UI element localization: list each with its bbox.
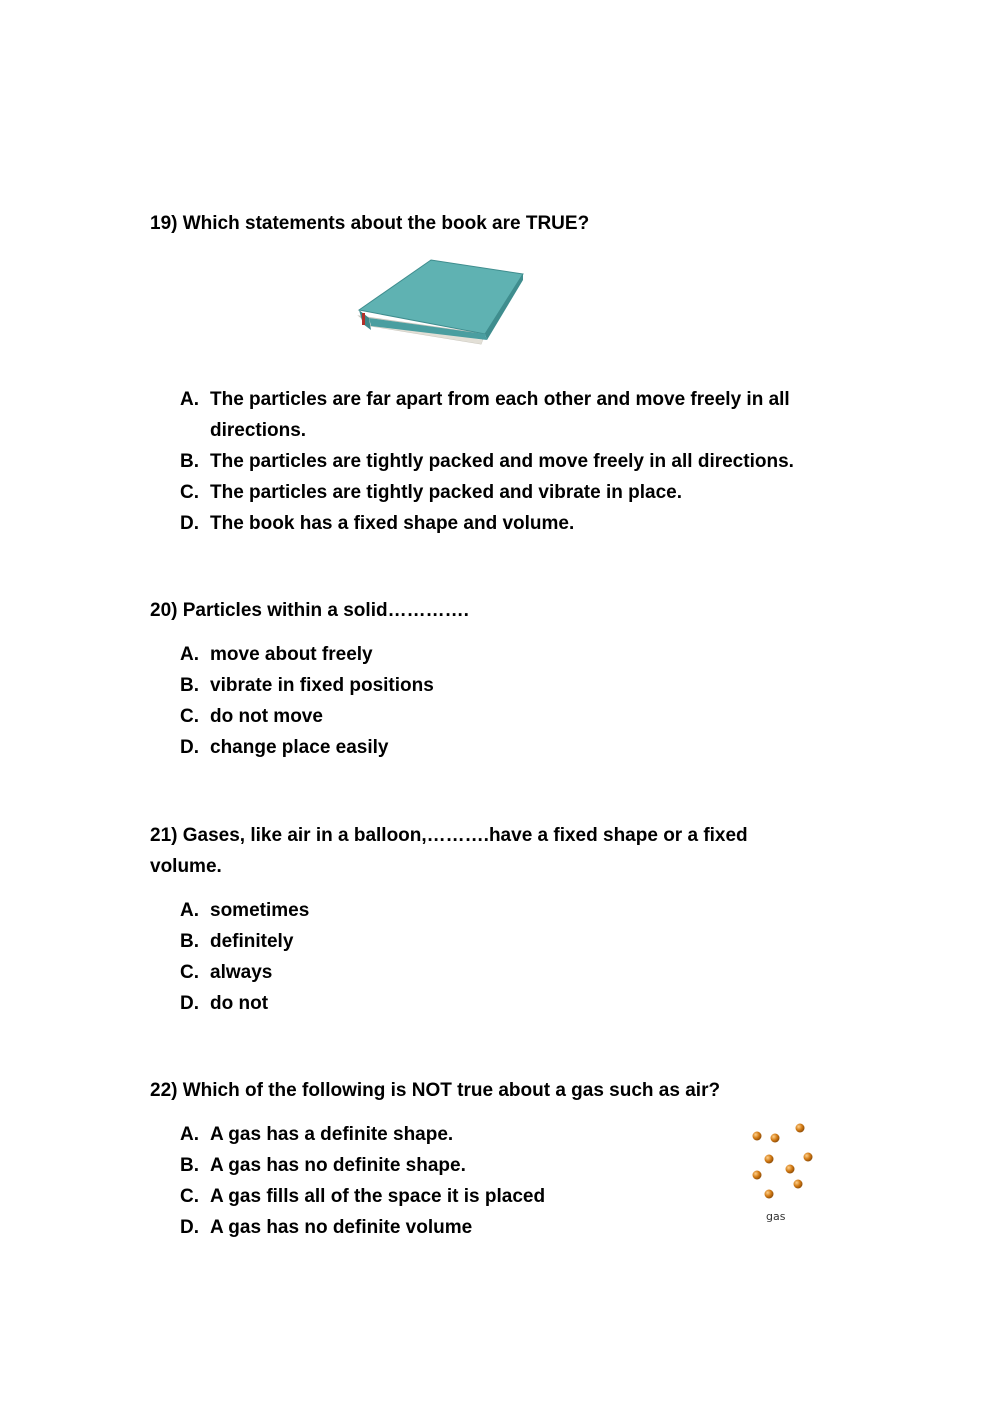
question-22-options (180, 1119, 720, 1243)
question-21-prompt: 21) Gases, like air in a balloon,……….have a fixed shape or a fixed volume. (150, 825, 748, 877)
option-c[interactable]: C. do not move (180, 706, 323, 727)
question-20-options (180, 639, 780, 763)
option-a[interactable]: A. sometimes (180, 900, 310, 921)
option-b[interactable]: B. The particles are tightly packed and move freely in all directions. (180, 451, 794, 472)
option-b[interactable]: B. A gas has no definite shape. (180, 1155, 466, 1176)
option-c[interactable]: C. The particles are tightly packed and vibrate in place. (180, 482, 682, 503)
option-c[interactable]: C. A gas fills all of the space it is placed (180, 1186, 546, 1207)
gas-label: gas (766, 1210, 786, 1223)
option-a[interactable]: A. move about freely (180, 644, 373, 665)
option-a[interactable]: A. A gas has a definite shape. (180, 1124, 454, 1145)
option-b[interactable]: B. vibrate in fixed positions (180, 675, 434, 696)
question-21-options (180, 895, 780, 1019)
question-20-prompt: 20) Particles within a solid…………. (150, 600, 469, 621)
option-d[interactable]: D. change place easily (180, 737, 389, 758)
option-c[interactable]: C. always (180, 962, 273, 983)
book-icon (355, 258, 527, 348)
question-19-options (180, 384, 850, 539)
option-b[interactable]: B. definitely (180, 931, 294, 952)
option-d[interactable]: D. The book has a fixed shape and volume. (180, 513, 575, 534)
option-d[interactable]: D. do not (180, 993, 269, 1014)
question-19-prompt: 19) Which statements about the book are TRUE? (150, 213, 590, 234)
question-22-prompt: 22) Which of the following is NOT true about a gas such as air? (150, 1080, 721, 1101)
option-d[interactable]: D. A gas has no definite volume (180, 1217, 473, 1238)
option-a[interactable]: A. The particles are far apart from each other and move freely in all directions. (180, 389, 790, 441)
